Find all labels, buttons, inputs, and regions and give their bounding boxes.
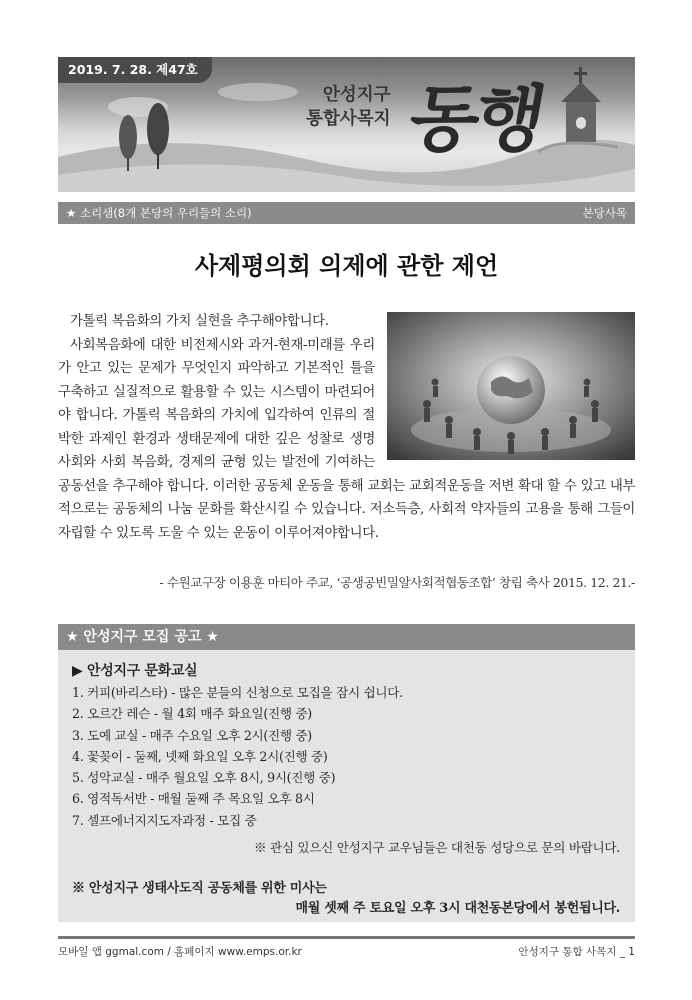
article-body [58, 310, 635, 545]
recruitment-box [58, 650, 635, 922]
recruitment-header [58, 624, 635, 650]
recruitment-header-text: ★ 안성지구 모집 공고 ★ [66, 629, 219, 645]
section-label: ★ 소리샘(8개 본당의 우리들의 소리) [66, 206, 252, 220]
section-category: 본당사목 [582, 206, 627, 220]
brand-subtitle-line1: 안성지구 [322, 85, 391, 105]
brand-subtitle-line2: 통합사목지 [306, 109, 391, 129]
footer-page-label: 안성지구 통합 사목지 _ 1 [518, 946, 635, 958]
mass-notice-line2: 매월 셋째 주 토요일 오후 3시 대천동본당에서 봉헌됩니다. [295, 901, 620, 917]
article-paragraph-1: 가톨릭 복음화의 가치 실현을 추구해야합니다. [70, 314, 329, 329]
brand-subtitle [306, 83, 391, 131]
list-item: 4. 꽃꽂이 - 둘째, 넷째 화요일 오후 2시(진행 중) [72, 748, 328, 764]
list-item: 1. 커피(바리스타) - 많은 분들의 신청으로 모집을 잠시 쉽니다. [72, 685, 403, 700]
footer-divider [58, 936, 635, 939]
list-item: 2. 오르간 레슨 - 월 4회 매주 화요일(진행 중) [72, 706, 312, 722]
article-paragraph-2: 사회복음화에 대한 비전제시와 과거-현재-미래를 우리가 안고 있는 문제가 무엇인지 파악하고 기본적인 틀을 구축하고 실질적으로 활용할 수 있는 시스템이 마련되어야 합니다. 가톨릭 복음화의 가치에 입각하여 인류의 절박한 과제인 환경과 생태문제에 대한 깊은 성찰로 생명 사회와 사회 복음화, 경제의 균형 있는 발전에 기여하는 공동선을 추구해야 합니다. 이러한 공동체 운동을 통해 교회는 교회적운동을 저변 확대 할 수 있고 내부적으로는 공동체의 나눔 문화를 확산시킬 수 있습니다. 저소득층, 사회적 약자들의 고용을 통해 그들이 자립할 수 있도록 도울 수 있는 운동이 이루어져야합니다. [58, 337, 635, 541]
globe-photo [387, 312, 635, 460]
mass-notice-line1: ※ 안성지구 생태사도직 공동체를 위한 미사는 [72, 881, 327, 897]
section-bar [58, 202, 635, 224]
masthead-banner [58, 57, 635, 192]
page-title: 사제평의회 의제에 관한 제언 [194, 252, 499, 280]
list-item: 3. 도예 교실 - 매주 수요일 오후 2시(진행 중) [72, 727, 312, 743]
list-item: 7. 셀프에너지지도자과정 - 모집 중 [72, 812, 257, 828]
recruitment-subtitle: ▶ 안성지구 문화교실 [72, 663, 198, 679]
article-source: - 수원교구장 이용훈 마티아 주교, ‘공생공빈밀알사회적협동조합’ 창립 축사 2015. 12. 21.- [159, 575, 635, 590]
issue-tab: 2019. 7. 28. 제47호 [58, 57, 212, 83]
footer-contact: 모바일 앱 ggmal.com / 홈페이지 www.emps.or.kr [58, 946, 302, 958]
inquiry-note: ※ 관심 있으신 안성지구 교우님들은 대천동 성당으로 문의 바랍니다. [254, 840, 620, 856]
brand-title: 동행 [402, 76, 549, 161]
list-item: 6. 영적독서반 - 매월 둘째 주 목요일 오후 8시 [72, 791, 315, 807]
list-item: 5. 성악교실 - 매주 월요일 오후 8시, 9시(진행 중) [72, 770, 336, 786]
